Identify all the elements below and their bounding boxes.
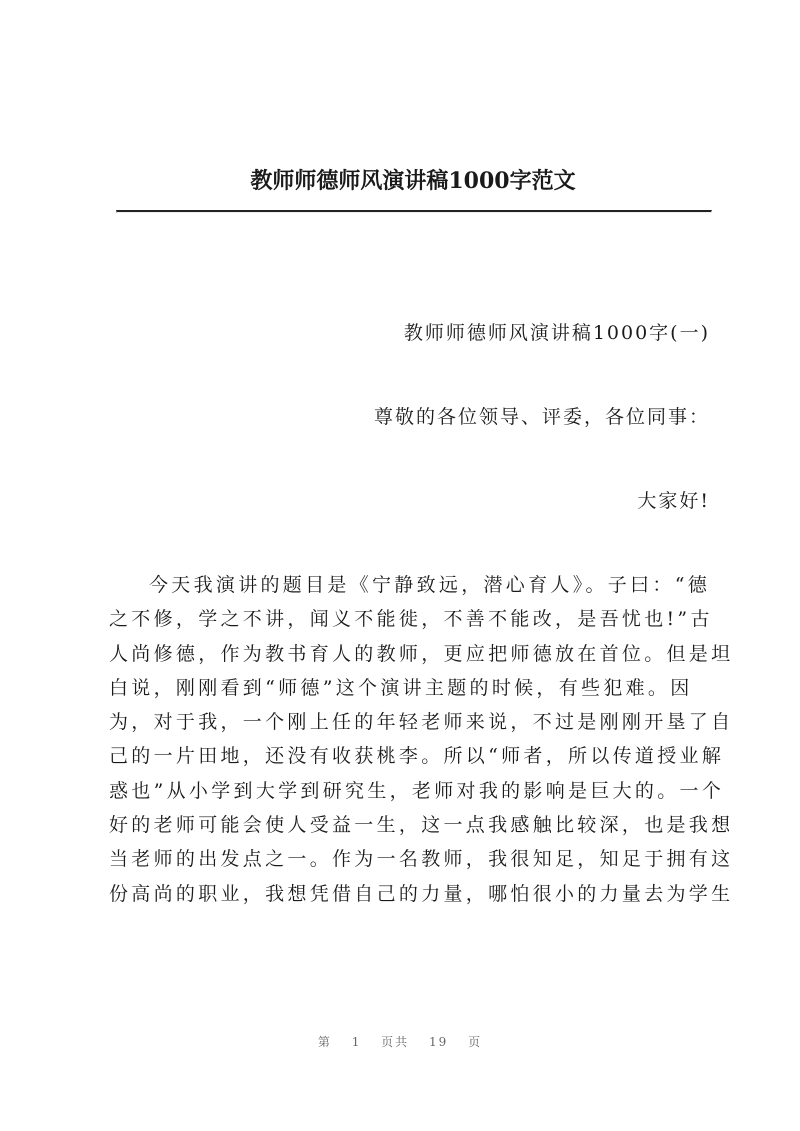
salutation: 尊敬的各位领导、评委，各位同事： xyxy=(373,406,710,428)
footer-current-page: 1 xyxy=(351,1035,362,1049)
document-title: 教师师德师风演讲稿1000字范文 xyxy=(250,168,576,194)
body-line: 份高尚的职业，我想凭借自己的力量，哪怕很小的力量去为学生 xyxy=(109,882,734,905)
body-line: 人尚修德，作为教书育人的教师，更应把师德放在首位。但是坦 xyxy=(109,642,734,665)
body-line: 惑也”从小学到大学到研究生，老师对我的影响是巨大的。一个 xyxy=(109,779,725,802)
body-line: 今天我演讲的题目是《宁静致远，潜心育人》。子曰：“德 xyxy=(149,574,711,596)
body-line: 当老师的出发点之一。作为一名教师，我很知足，知足于拥有这 xyxy=(109,848,734,871)
title-underline xyxy=(116,210,712,213)
body-line: 为，对于我，一个刚上任的年轻老师来说，不过是刚刚开垦了自 xyxy=(109,711,734,734)
footer-total-pages: 19 xyxy=(429,1035,449,1049)
body-line: 好的老师可能会使人受益一生，这一点我感触比较深，也是我想 xyxy=(109,814,734,837)
body-line: 之不修，学之不讲，闻义不能徙，不善不能改，是吾忧也!”古 xyxy=(109,608,713,631)
body-line: 白说，刚刚看到“师德”这个演讲主题的时候，有些犯难。因 xyxy=(109,676,693,699)
greeting: 大家好! xyxy=(637,490,710,512)
footer-suffix: 页 xyxy=(468,1035,483,1049)
page-footer xyxy=(0,1033,800,1050)
body-paragraph xyxy=(109,568,734,911)
body-line: 己的一片田地，还没有收获桃李。所以“师者，所以传道授业解 xyxy=(109,745,725,768)
footer-mid: 页共 xyxy=(381,1035,410,1049)
footer-prefix: 第 xyxy=(317,1035,332,1049)
speech-heading: 教师师德师风演讲稿1000字(一) xyxy=(403,322,710,344)
